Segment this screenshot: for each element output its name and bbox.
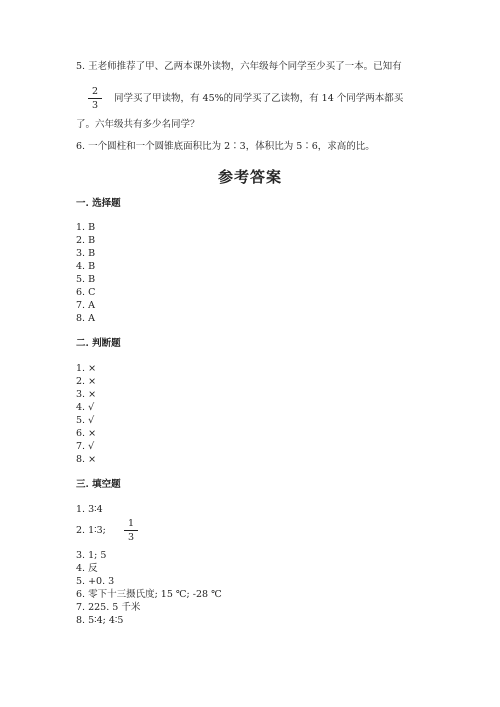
- answer-item: 2. ×: [76, 376, 97, 387]
- question-5-line-1: 5. 王老师推荐了甲、乙两本课外读物，六年级每个同学至少买了一本。已知有: [76, 61, 402, 72]
- answer-item: 6. 零下十三摄氏度; 15 ℃; -28 ℃: [76, 589, 222, 600]
- fraction-numerator: 1: [127, 518, 135, 529]
- answer-item: 6. ×: [76, 428, 97, 439]
- fraction-denominator: 3: [91, 100, 99, 111]
- answer-item: 7. A: [76, 300, 95, 311]
- fraction-one-third: [124, 518, 138, 543]
- fraction-numerator: 2: [91, 86, 99, 97]
- answer-item: 7. 225. 5 千米: [76, 602, 141, 613]
- answer-item: 4. B: [76, 261, 96, 272]
- answer-item: 1. ×: [76, 363, 97, 374]
- fraction-bar: [124, 530, 138, 531]
- section-heading-fill-blank: 三. 填空题: [76, 479, 121, 490]
- answer-item: 3. B: [76, 248, 96, 259]
- answer-item: 3. 1; 5: [76, 550, 107, 561]
- question-6: 6. 一个圆柱和一个圆锥底面积比为 2∶3，体积比为 5∶6，求高的比。: [76, 141, 375, 152]
- answer-item: 2. 1∶3;: [76, 525, 106, 536]
- fraction-denominator: 3: [127, 532, 135, 543]
- answer-item: 4. 反: [76, 563, 98, 574]
- fraction-bar: [88, 98, 102, 99]
- page-title: 参考答案: [217, 168, 282, 186]
- answer-item: 8. A: [76, 313, 95, 324]
- answer-item: 8. 5∶4; 4∶5: [76, 615, 124, 626]
- fraction-two-thirds: [88, 86, 102, 111]
- answer-item: 5. +0. 3: [76, 576, 115, 587]
- answer-item: 1. 3∶4: [76, 504, 103, 515]
- answer-item: 7. √: [76, 441, 95, 452]
- answer-item: 6. C: [76, 287, 96, 298]
- question-5-line-3: 了。六年级共有多少名同学？: [76, 119, 200, 130]
- answer-item: 1. B: [76, 222, 96, 233]
- answer-item: 5. √: [76, 415, 95, 426]
- section-heading-judgment: 二. 判断题: [76, 338, 121, 349]
- answer-item: 5. B: [76, 274, 96, 285]
- answer-item: 4. √: [76, 402, 95, 413]
- question-5-line-2: 同学买了甲读物，有 45%的同学买了乙读物，有 14 个同学两本都买: [114, 93, 404, 104]
- answer-item: 8. ×: [76, 454, 97, 465]
- answer-item: 3. ×: [76, 389, 97, 400]
- section-heading-choice: 一. 选择题: [76, 198, 121, 209]
- answer-item: 2. B: [76, 235, 96, 246]
